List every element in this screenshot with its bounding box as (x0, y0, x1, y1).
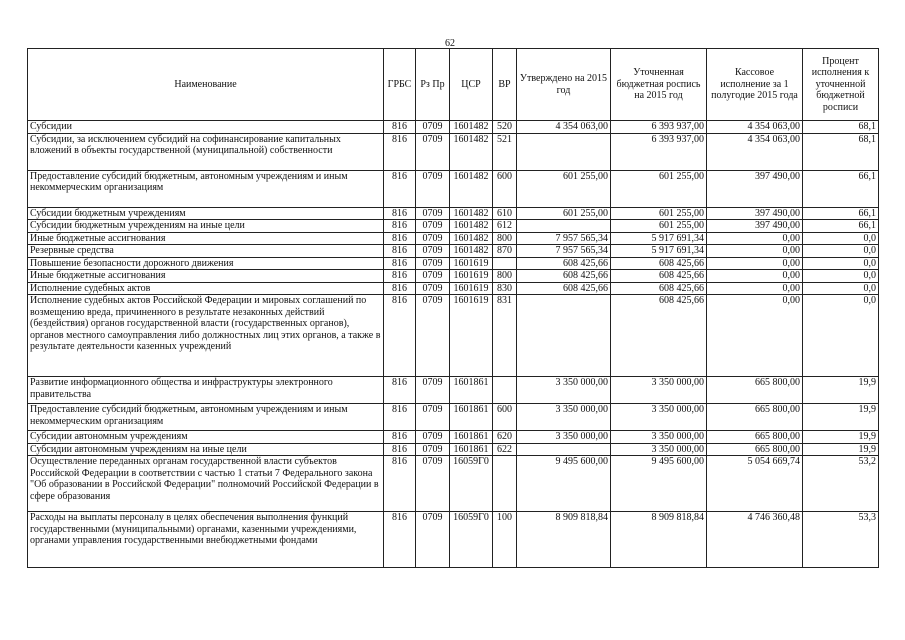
cell-cash: 397 490,00 (707, 207, 803, 220)
cell-approved (517, 220, 611, 233)
cell-approved (517, 295, 611, 377)
cell-grbs: 816 (384, 404, 416, 431)
cell-revised: 3 350 000,00 (611, 404, 707, 431)
cell-rzpr: 0709 (416, 121, 450, 134)
cell-rzpr: 0709 (416, 456, 450, 512)
table-row (28, 456, 879, 512)
header-csr: ЦСР (450, 49, 493, 121)
cell-csr: 1601482 (450, 207, 493, 220)
cell-approved: 7 957 565,34 (517, 245, 611, 258)
cell-rzpr: 0709 (416, 245, 450, 258)
header-row (28, 49, 879, 121)
cell-csr: 1601482 (450, 220, 493, 233)
page-number: 62 (445, 38, 455, 49)
cell-name: Повышение безопасности дорожного движения (28, 257, 384, 270)
cell-csr: 1601619 (450, 295, 493, 377)
cell-rzpr: 0709 (416, 270, 450, 283)
cell-revised: 9 495 600,00 (611, 456, 707, 512)
cell-vr: 520 (493, 121, 517, 134)
cell-csr: 1601619 (450, 282, 493, 295)
cell-grbs: 816 (384, 282, 416, 295)
cell-vr (493, 257, 517, 270)
table-row (28, 232, 879, 245)
cell-name: Предоставление субсидий бюджетным, автономным учреждениям и иным некоммерческим организациям (28, 404, 384, 431)
cell-csr: 1601619 (450, 257, 493, 270)
cell-approved: 601 255,00 (517, 170, 611, 207)
cell-approved (517, 133, 611, 170)
cell-grbs: 816 (384, 121, 416, 134)
cell-percent: 0,0 (803, 270, 879, 283)
table-row (28, 431, 879, 444)
cell-vr: 800 (493, 232, 517, 245)
cell-revised: 601 255,00 (611, 220, 707, 233)
cell-revised: 8 909 818,84 (611, 512, 707, 568)
cell-revised: 601 255,00 (611, 170, 707, 207)
cell-approved: 3 350 000,00 (517, 377, 611, 404)
cell-cash: 665 800,00 (707, 443, 803, 456)
cell-name: Исполнение судебных актов Российской Федерации и мировых соглашений по возмещению вреда, причиненного в результате незаконных действий (бездействия) органов государственной власти (государственных органов), органов местного самоуправления либо должностных лиц этих органов, а также в результате деятельности казенных учреждений (28, 295, 384, 377)
cell-percent: 66,1 (803, 220, 879, 233)
table-row (28, 245, 879, 258)
cell-name: Резервные средства (28, 245, 384, 258)
cell-percent: 0,0 (803, 245, 879, 258)
cell-rzpr: 0709 (416, 207, 450, 220)
cell-rzpr: 0709 (416, 133, 450, 170)
table-row (28, 512, 879, 568)
cell-percent: 0,0 (803, 295, 879, 377)
cell-name: Субсидии (28, 121, 384, 134)
cell-approved: 608 425,66 (517, 257, 611, 270)
cell-grbs: 816 (384, 431, 416, 444)
cell-approved: 8 909 818,84 (517, 512, 611, 568)
cell-percent: 0,0 (803, 257, 879, 270)
table-row (28, 170, 879, 207)
cell-vr: 620 (493, 431, 517, 444)
cell-cash: 4 354 063,00 (707, 133, 803, 170)
cell-cash: 397 490,00 (707, 220, 803, 233)
header-vr: ВР (493, 49, 517, 121)
cell-percent: 19,9 (803, 431, 879, 444)
cell-csr: 16059Г0 (450, 512, 493, 568)
cell-approved: 608 425,66 (517, 282, 611, 295)
cell-cash: 0,00 (707, 232, 803, 245)
header-grbs: ГРБС (384, 49, 416, 121)
cell-grbs: 816 (384, 245, 416, 258)
table-row (28, 404, 879, 431)
cell-percent: 19,9 (803, 443, 879, 456)
cell-grbs: 816 (384, 270, 416, 283)
cell-approved (517, 443, 611, 456)
cell-cash: 4 746 360,48 (707, 512, 803, 568)
cell-grbs: 816 (384, 295, 416, 377)
cell-vr: 800 (493, 270, 517, 283)
cell-cash: 4 354 063,00 (707, 121, 803, 134)
cell-grbs: 816 (384, 207, 416, 220)
cell-percent: 68,1 (803, 121, 879, 134)
cell-grbs: 816 (384, 257, 416, 270)
cell-rzpr: 0709 (416, 282, 450, 295)
cell-csr: 1601482 (450, 245, 493, 258)
header-cash: Кассовое исполнение за 1 полугодие 2015 года (707, 49, 803, 121)
cell-percent: 0,0 (803, 232, 879, 245)
cell-vr (493, 456, 517, 512)
cell-rzpr: 0709 (416, 170, 450, 207)
cell-cash: 665 800,00 (707, 404, 803, 431)
cell-cash: 0,00 (707, 257, 803, 270)
table-row (28, 207, 879, 220)
cell-revised: 608 425,66 (611, 282, 707, 295)
cell-cash: 0,00 (707, 270, 803, 283)
cell-revised: 3 350 000,00 (611, 377, 707, 404)
header-revised: Уточненная бюджетная роспись на 2015 год (611, 49, 707, 121)
cell-approved: 3 350 000,00 (517, 431, 611, 444)
table-row (28, 257, 879, 270)
cell-revised: 5 917 691,34 (611, 245, 707, 258)
cell-grbs: 816 (384, 443, 416, 456)
cell-name: Осуществление переданных органам государственной власти субъектов Российской Федерации в соответствии с частью 1 статьи 7 Федерального закона "Об образовании в Российской Федерации" полномочий Российской Федерации в сфере образования (28, 456, 384, 512)
cell-name: Расходы на выплаты персоналу в целях обеспечения выполнения функций государственными (муниципальными) органами, казенными учреждениями, органами управления государственными внебюджетными фондами (28, 512, 384, 568)
cell-grbs: 816 (384, 512, 416, 568)
table-row (28, 133, 879, 170)
cell-rzpr: 0709 (416, 295, 450, 377)
cell-cash: 0,00 (707, 245, 803, 258)
cell-percent: 66,1 (803, 207, 879, 220)
table-row (28, 443, 879, 456)
cell-approved: 7 957 565,34 (517, 232, 611, 245)
budget-table (27, 48, 879, 568)
cell-csr: 1601861 (450, 377, 493, 404)
cell-revised: 608 425,66 (611, 257, 707, 270)
cell-revised: 601 255,00 (611, 207, 707, 220)
table-row (28, 121, 879, 134)
cell-grbs: 816 (384, 377, 416, 404)
table-row (28, 295, 879, 377)
cell-percent: 66,1 (803, 170, 879, 207)
cell-revised: 3 350 000,00 (611, 431, 707, 444)
cell-vr: 600 (493, 404, 517, 431)
cell-csr: 1601482 (450, 170, 493, 207)
cell-percent: 19,9 (803, 404, 879, 431)
cell-approved: 608 425,66 (517, 270, 611, 283)
cell-cash: 665 800,00 (707, 377, 803, 404)
cell-rzpr: 0709 (416, 232, 450, 245)
cell-vr: 622 (493, 443, 517, 456)
cell-grbs: 816 (384, 133, 416, 170)
cell-name: Субсидии, за исключением субсидий на софинансирование капитальных вложений в объекты государственной (муниципальной) собственности (28, 133, 384, 170)
header-name: Наименование (28, 49, 384, 121)
cell-approved: 3 350 000,00 (517, 404, 611, 431)
cell-grbs: 816 (384, 456, 416, 512)
cell-csr: 1601482 (450, 232, 493, 245)
cell-name: Предоставление субсидий бюджетным, автономным учреждениям и иным некоммерческим организациям (28, 170, 384, 207)
cell-approved: 9 495 600,00 (517, 456, 611, 512)
cell-csr: 1601482 (450, 121, 493, 134)
cell-name: Субсидии автономным учреждениям (28, 431, 384, 444)
cell-percent: 53,3 (803, 512, 879, 568)
cell-revised: 5 917 691,34 (611, 232, 707, 245)
cell-csr: 1601861 (450, 431, 493, 444)
cell-name: Иные бюджетные ассигнования (28, 232, 384, 245)
cell-cash: 665 800,00 (707, 431, 803, 444)
cell-csr: 1601861 (450, 404, 493, 431)
cell-vr: 100 (493, 512, 517, 568)
cell-percent: 19,9 (803, 377, 879, 404)
cell-csr: 1601861 (450, 443, 493, 456)
cell-cash: 5 054 669,74 (707, 456, 803, 512)
cell-name: Исполнение судебных актов (28, 282, 384, 295)
cell-approved: 601 255,00 (517, 207, 611, 220)
cell-vr: 831 (493, 295, 517, 377)
cell-grbs: 816 (384, 170, 416, 207)
cell-csr: 1601482 (450, 133, 493, 170)
cell-vr: 612 (493, 220, 517, 233)
cell-rzpr: 0709 (416, 257, 450, 270)
table-row (28, 220, 879, 233)
cell-vr: 610 (493, 207, 517, 220)
cell-approved: 4 354 063,00 (517, 121, 611, 134)
table-row (28, 282, 879, 295)
table-body (28, 121, 879, 568)
header-rzpr: Рз Пр (416, 49, 450, 121)
cell-csr: 16059Г0 (450, 456, 493, 512)
cell-vr: 830 (493, 282, 517, 295)
cell-percent: 68,1 (803, 133, 879, 170)
cell-rzpr: 0709 (416, 404, 450, 431)
table-row (28, 377, 879, 404)
cell-name: Иные бюджетные ассигнования (28, 270, 384, 283)
cell-vr: 870 (493, 245, 517, 258)
cell-grbs: 816 (384, 220, 416, 233)
cell-cash: 0,00 (707, 282, 803, 295)
cell-rzpr: 0709 (416, 443, 450, 456)
cell-revised: 3 350 000,00 (611, 443, 707, 456)
cell-revised: 608 425,66 (611, 295, 707, 377)
cell-cash: 397 490,00 (707, 170, 803, 207)
cell-grbs: 816 (384, 232, 416, 245)
cell-rzpr: 0709 (416, 220, 450, 233)
cell-revised: 6 393 937,00 (611, 121, 707, 134)
cell-name: Субсидии бюджетным учреждениям (28, 207, 384, 220)
cell-rzpr: 0709 (416, 377, 450, 404)
cell-percent: 53,2 (803, 456, 879, 512)
cell-vr (493, 377, 517, 404)
cell-revised: 6 393 937,00 (611, 133, 707, 170)
header-percent: Процент исполнения к уточненной бюджетной росписи (803, 49, 879, 121)
cell-cash: 0,00 (707, 295, 803, 377)
cell-rzpr: 0709 (416, 431, 450, 444)
cell-name: Субсидии бюджетным учреждениям на иные цели (28, 220, 384, 233)
cell-name: Субсидии автономным учреждениям на иные цели (28, 443, 384, 456)
cell-name: Развитие информационного общества и инфраструктуры электронного правительства (28, 377, 384, 404)
cell-revised: 608 425,66 (611, 270, 707, 283)
cell-rzpr: 0709 (416, 512, 450, 568)
cell-vr: 600 (493, 170, 517, 207)
cell-vr: 521 (493, 133, 517, 170)
cell-csr: 1601619 (450, 270, 493, 283)
table-row (28, 270, 879, 283)
cell-percent: 0,0 (803, 282, 879, 295)
header-approved: Утверждено на 2015 год (517, 49, 611, 121)
